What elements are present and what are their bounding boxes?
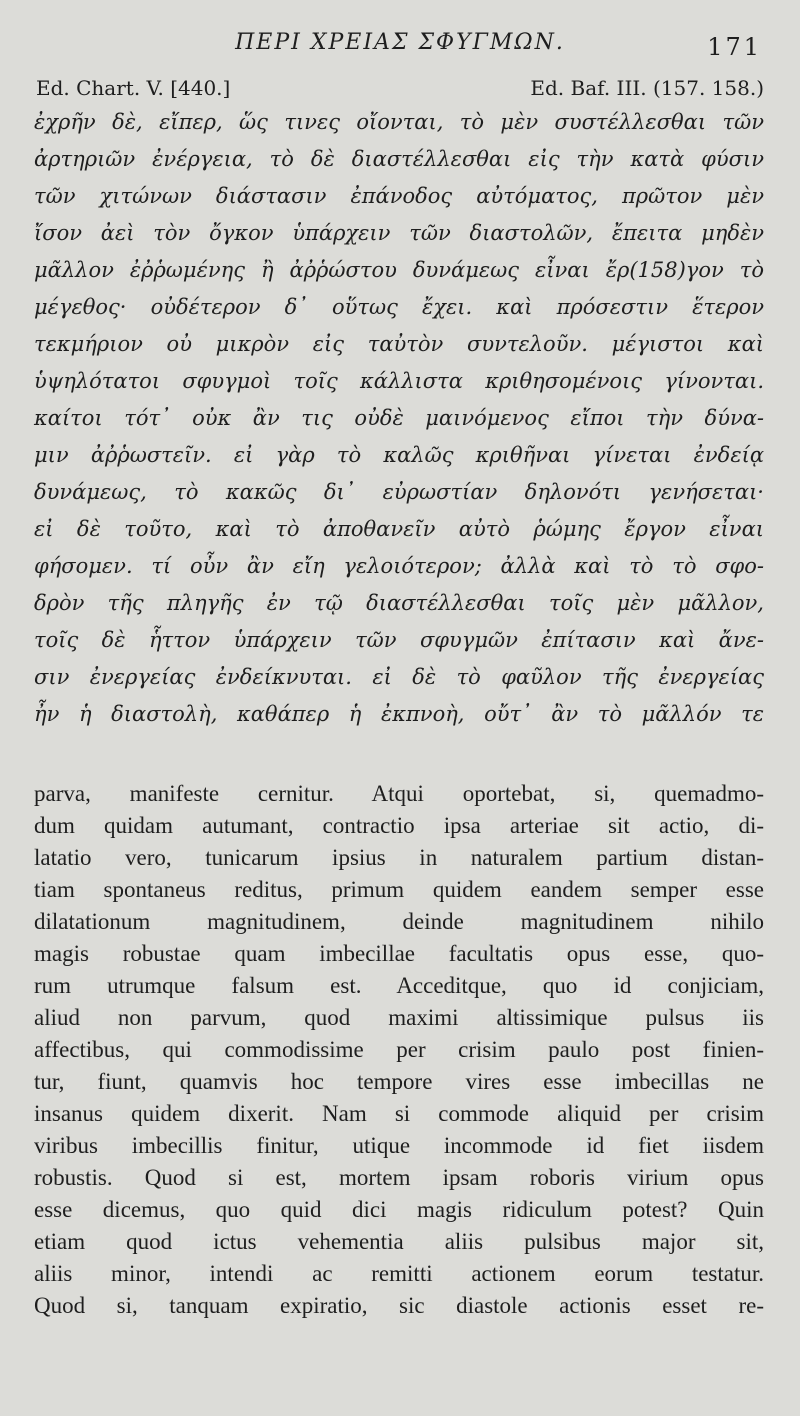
latin-line: tiam spontaneus reditus, primum quidem eandem semper esse [34, 877, 764, 902]
latin-line: etiam quod ictus vehementia aliis pulsibus major sit, [34, 1229, 764, 1254]
greek-line: ἀρτηριῶν ἐνέργεια, τὸ δὲ διαστέλλεσθαι εἰς τὴν κατὰ φύσιν [34, 147, 764, 171]
greek-line: τῶν χιτώνων διάστασιν ἐπάνοδος αὐτόματος, πρῶτον μὲν [34, 184, 764, 208]
latin-line: magis robustae quam imbecillae facultatis opus esse, quo- [34, 941, 764, 966]
greek-line: σιν ἐνεργείας ἐνδείκνυται. εἰ δὲ τὸ φαῦλον τῆς ἐνεργείας [34, 665, 764, 689]
greek-line: τεκμήριον οὐ μικρὸν εἰς ταὐτὸν συντελοῦν. μέγιστοι καὶ [34, 332, 764, 356]
latin-line: esse dicemus, quo quid dici magis ridiculum potest? Quin [34, 1197, 764, 1222]
greek-text-block [34, 104, 764, 733]
greek-line: τοῖς δὲ ἧττον ὑπάρχειν τῶν σφυγμῶν ἐπίτασιν καὶ ἄνε- [34, 628, 764, 652]
greek-line: ὑψηλότατοι σφυγμοὶ τοῖς κάλλιστα κριθησομένοις γίνονται. [34, 369, 764, 393]
running-title: ΠΕΡΙ ΧΡΕΙΑΣ ΣΦΥΓΜΩΝ. [235, 30, 565, 55]
latin-text-block [34, 778, 764, 1322]
latin-line: latatio vero, tunicarum ipsius in naturalem partium distan- [34, 845, 764, 870]
greek-line: καίτοι τότ᾽ οὐκ ἂν τις οὐδὲ μαινόμενος εἴποι τὴν δύνα- [34, 406, 764, 430]
greek-line: ἦν ἡ διαστολὴ, καθάπερ ἡ ἐκπνοὴ, οὔτ᾽ ἂν τὸ μᾶλλόν τε [34, 702, 764, 726]
latin-line: parva, manifeste cernitur. Atqui oportebat, si, quemadmo- [34, 781, 764, 806]
greek-line: μᾶλλον ἐῤῥωμένης ἢ ἀῤῥώστου δυνάμεως εἶναι ἔρ(158)γον τὸ [34, 258, 764, 282]
latin-line: affectibus, qui commodissime per crisim paulo post finien- [34, 1037, 764, 1062]
latin-line: viribus imbecillis finitur, utique incommode id fiet iisdem [34, 1133, 764, 1158]
edition-reference-right: Ed. Baf. III. (157. 158.) [530, 76, 764, 100]
greek-line: δρὸν τῆς πληγῆς ἐν τῷ διαστέλλεσθαι τοῖς μὲν μᾶλλον, [34, 591, 764, 615]
latin-line: dum quidam autumant, contractio ipsa arteriae sit actio, di- [34, 813, 764, 838]
page-number: 171 [707, 33, 762, 61]
greek-line: εἰ δὲ τοῦτο, καὶ τὸ ἀποθανεῖν αὐτὸ ῥώμης ἔργον εἶναι [34, 517, 764, 541]
latin-line: robustis. Quod si est, mortem ipsam roboris virium opus [34, 1165, 764, 1190]
latin-line: Quod si, tanquam expiratio, sic diastole actionis esset re- [34, 1293, 764, 1318]
latin-line: aliud non parvum, quod maximi altissimique pulsus iis [34, 1005, 764, 1030]
latin-line: tur, fiunt, quamvis hoc tempore vires esse imbecillas ne [34, 1069, 764, 1094]
greek-line: μέγεθος· οὐδέτερον δ᾽ οὕτως ἔχει. καὶ πρόσεστιν ἕτερον [34, 295, 764, 319]
greek-line: μιν ἀῤῥωστεῖν. εἰ γὰρ τὸ καλῶς κριθῆναι γίνεται ἐνδείᾳ [34, 443, 764, 467]
latin-line: rum utrumque falsum est. Acceditque, quo id conjiciam, [34, 973, 764, 998]
greek-line: δυνάμεως, τὸ κακῶς δι᾽ εὐρωστίαν δηλονότι γενήσεται· [34, 480, 764, 504]
greek-line: ἴσον ἀεὶ τὸν ὄγκον ὑπάρχειν τῶν διαστολῶν, ἔπειτα μηδὲν [34, 221, 764, 245]
greek-line: φήσομεν. τί οὖν ἂν εἴη γελοιότερον; ἀλλὰ καὶ τὸ τὸ σφο- [34, 554, 764, 578]
edition-reference-left: Ed. Chart. V. [440.] [36, 76, 231, 100]
latin-line: aliis minor, intendi ac remitti actionem eorum testatur. [34, 1261, 764, 1286]
latin-line: insanus quidem dixerit. Nam si commode aliquid per crisim [34, 1101, 764, 1126]
latin-line: dilatationum magnitudinem, deinde magnitudinem nihilo [34, 909, 764, 934]
greek-line: ἐχρῆν δὲ, εἴπερ, ὥς τινες οἴονται, τὸ μὲν συστέλλεσθαι τῶν [34, 110, 764, 134]
